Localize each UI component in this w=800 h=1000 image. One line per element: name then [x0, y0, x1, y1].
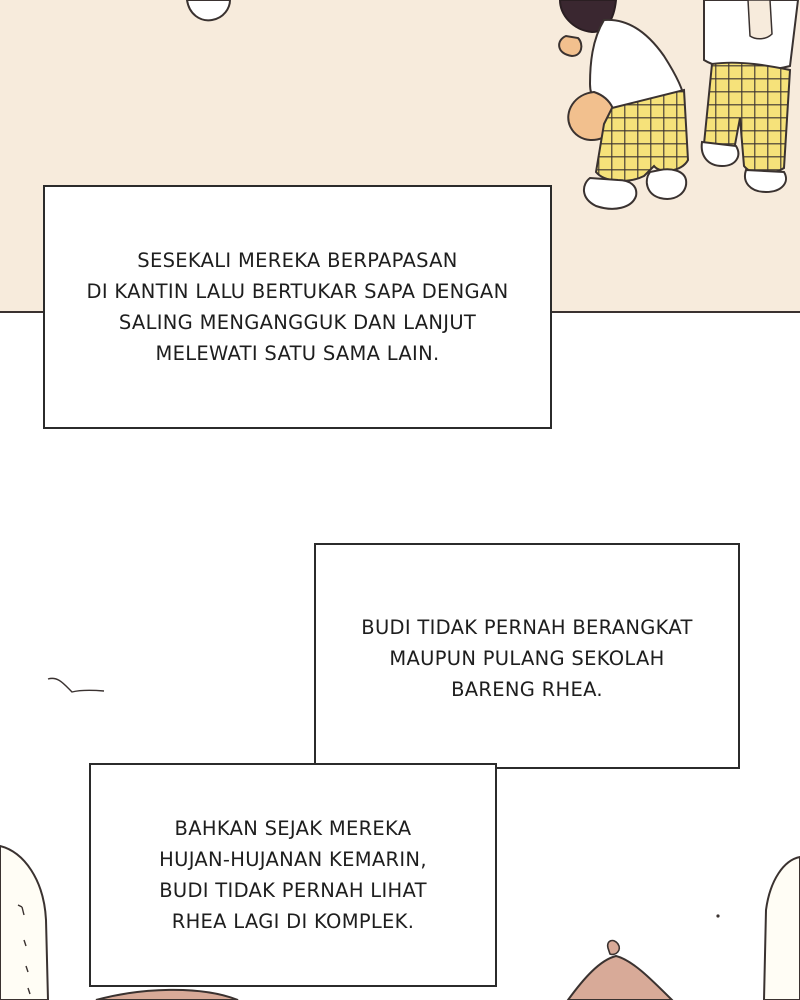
caption-3-line-4: RHEA LAGI DI KOMPLEK.	[171, 910, 415, 933]
caption-1-line-3: SALING MENGANGGUK DAN LANJUT	[118, 311, 477, 334]
caption-box-2	[314, 543, 740, 769]
right-background-figure	[716, 857, 800, 1000]
caption-box-1	[43, 185, 552, 429]
character-boy-dark-hair	[559, 0, 688, 209]
caption-box-3	[89, 763, 497, 987]
caption-2-line-3: BARENG RHEA.	[451, 677, 603, 701]
bird-sketch	[48, 678, 104, 692]
white-blob-top	[187, 0, 230, 20]
caption-3-line-1: BAHKAN SEJAK MEREKA	[174, 817, 412, 840]
character-plaid-pants	[702, 0, 798, 192]
caption-1-line-4: MELEWATI SATU SAMA LAIN.	[155, 342, 440, 365]
bottom-character-head-right	[568, 941, 672, 1000]
bottom-character-head-left	[96, 990, 238, 1000]
caption-1-line-1: SESEKALI MEREKA BERPAPASAN	[137, 249, 458, 272]
caption-3-line-2: HUJAN-HUJANAN KEMARIN,	[159, 848, 427, 871]
caption-2-line-2: MAUPUN PULANG SEKOLAH	[389, 646, 665, 670]
left-background-figure	[0, 846, 48, 1000]
caption-3-line-3: BUDI TIDAK PERNAH LIHAT	[159, 879, 427, 902]
caption-2-line-1: BUDI TIDAK PERNAH BERANGKAT	[361, 615, 693, 639]
caption-1-line-2: DI KANTIN LALU BERTUKAR SAPA DENGAN	[86, 280, 509, 303]
